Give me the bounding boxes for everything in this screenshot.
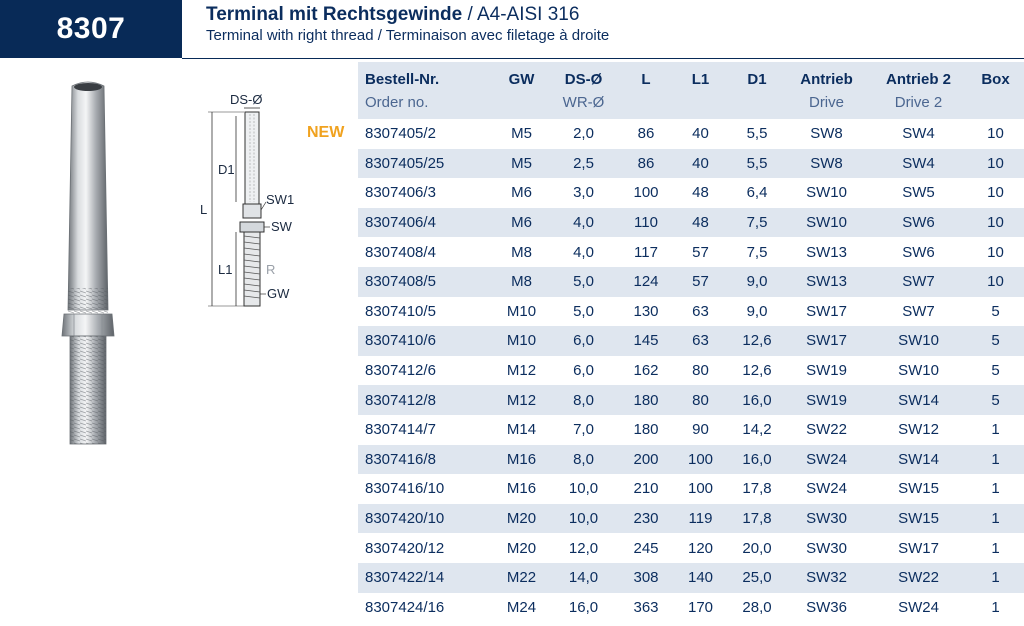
table-cell: M5 bbox=[511, 125, 532, 143]
table-cell: M12 bbox=[506, 391, 537, 409]
column-header-label: Box bbox=[981, 71, 1010, 88]
table-cell: SW14 bbox=[898, 450, 939, 468]
order-number-cell: 8307416/8 bbox=[365, 450, 436, 468]
table-cell: SW8 bbox=[810, 154, 843, 172]
table-cell: 140 bbox=[687, 569, 714, 587]
table-cell: 117 bbox=[634, 243, 658, 261]
label-l: L bbox=[200, 202, 208, 217]
table-row bbox=[358, 178, 1024, 208]
table-cell: SW5 bbox=[902, 184, 935, 202]
table-cell: SW13 bbox=[806, 243, 847, 261]
column-header bbox=[731, 62, 783, 119]
column-header bbox=[498, 62, 545, 119]
title-fr: / Terminaison avec filetage à droite bbox=[373, 27, 610, 44]
table-cell: 6,0 bbox=[573, 332, 594, 350]
table-cell: 5,0 bbox=[573, 302, 594, 320]
column-header-label: Bestell-Nr. bbox=[365, 71, 440, 88]
table-cell: SW4 bbox=[902, 154, 935, 172]
column-header-sublabel: Order no. bbox=[365, 94, 429, 111]
order-number-cell: 8307408/4 bbox=[365, 243, 436, 261]
table-cell: SW8 bbox=[810, 125, 843, 143]
table-row bbox=[358, 563, 1024, 593]
order-number-cell: 8307405/25 bbox=[365, 154, 445, 172]
order-number-cell: 8307408/5 bbox=[365, 273, 436, 291]
table-header bbox=[358, 62, 1024, 119]
order-number-cell: 8307405/2 bbox=[365, 125, 436, 143]
table-cell: 6,0 bbox=[573, 362, 594, 380]
table-cell: 5 bbox=[991, 391, 1000, 409]
order-number-cell: 8307414/7 bbox=[365, 421, 436, 439]
table-cell: M12 bbox=[506, 362, 537, 380]
table-cell: M24 bbox=[506, 598, 537, 616]
table-cell: 57 bbox=[692, 273, 709, 291]
table-cell: 9,0 bbox=[746, 302, 768, 320]
table-cell: SW10 bbox=[898, 362, 939, 380]
table-cell: 5,0 bbox=[573, 273, 594, 291]
order-number-cell: 8307424/16 bbox=[365, 598, 445, 616]
column-header-label: D1 bbox=[747, 71, 767, 88]
order-number-cell: 8307406/4 bbox=[365, 214, 436, 232]
order-number-cell: 8307412/6 bbox=[365, 362, 436, 380]
table-cell: 6,4 bbox=[746, 184, 768, 202]
product-code-badge: 8307 bbox=[0, 0, 182, 58]
order-number-cell: 8307406/3 bbox=[365, 184, 436, 202]
table-cell: M22 bbox=[506, 569, 537, 587]
table-cell: 100 bbox=[633, 184, 659, 202]
table-cell: 1 bbox=[991, 539, 1000, 557]
column-header bbox=[870, 62, 967, 119]
table-cell: M14 bbox=[506, 421, 537, 439]
table-cell: 100 bbox=[687, 480, 714, 498]
table-cell: SW10 bbox=[806, 214, 847, 232]
table-cell: SW22 bbox=[806, 421, 847, 439]
table-cell: 1 bbox=[991, 421, 1000, 439]
table-cell: 1 bbox=[991, 510, 1000, 528]
table-cell: M20 bbox=[506, 539, 537, 557]
table-cell: SW17 bbox=[806, 302, 847, 320]
table-row bbox=[358, 149, 1024, 179]
table-cell: 145 bbox=[633, 332, 659, 350]
table-cell: 170 bbox=[687, 598, 714, 616]
table-row bbox=[358, 504, 1024, 534]
table-cell: 230 bbox=[633, 510, 659, 528]
table-cell: 80 bbox=[692, 362, 709, 380]
order-number-cell: 8307410/6 bbox=[365, 332, 436, 350]
table-cell: 80 bbox=[692, 391, 709, 409]
table-cell: 8,0 bbox=[573, 450, 594, 468]
table-cell: 5 bbox=[991, 302, 1000, 320]
order-number-cell: 8307416/10 bbox=[365, 480, 445, 498]
table-cell: 162 bbox=[633, 362, 659, 380]
table-cell: 10 bbox=[987, 184, 1004, 202]
table-cell: 8,0 bbox=[573, 391, 594, 409]
column-header-label: GW bbox=[508, 71, 535, 88]
table-row bbox=[358, 415, 1024, 445]
column-header bbox=[783, 62, 870, 119]
column-header bbox=[545, 62, 622, 119]
label-r: R bbox=[266, 262, 276, 277]
table-row bbox=[358, 267, 1024, 297]
table-cell: 57 bbox=[692, 243, 709, 261]
table-cell: M20 bbox=[506, 510, 537, 528]
header-divider bbox=[182, 58, 1024, 59]
table-cell: 16,0 bbox=[742, 450, 772, 468]
table-cell: 1 bbox=[991, 569, 1000, 587]
label-gw: GW bbox=[267, 286, 290, 301]
table-cell: M8 bbox=[511, 273, 532, 291]
title-material: / A4-AISI 316 bbox=[462, 4, 580, 25]
table-row bbox=[358, 237, 1024, 267]
table-row bbox=[358, 297, 1024, 327]
table-cell: 14,2 bbox=[742, 421, 772, 439]
table-cell: 10 bbox=[987, 125, 1004, 143]
table-cell: 2,0 bbox=[573, 125, 594, 143]
table-cell: 10,0 bbox=[568, 480, 599, 498]
table-cell: SW7 bbox=[902, 302, 935, 320]
table-cell: 7,5 bbox=[746, 243, 768, 261]
table-cell: M16 bbox=[506, 450, 537, 468]
table-cell: 14,0 bbox=[568, 569, 599, 587]
table-cell: SW17 bbox=[898, 539, 939, 557]
table-cell: 210 bbox=[633, 480, 659, 498]
page-title bbox=[206, 4, 609, 44]
title-en: Terminal with right thread bbox=[206, 27, 374, 44]
table-cell: 12,6 bbox=[742, 332, 772, 350]
table-cell: 17,8 bbox=[742, 510, 772, 528]
table-cell: 7,5 bbox=[746, 214, 768, 232]
table-cell: 100 bbox=[687, 450, 714, 468]
table-cell: M16 bbox=[506, 480, 537, 498]
table-cell: 7,0 bbox=[573, 421, 594, 439]
title-de: Terminal mit Rechtsgewinde bbox=[206, 4, 463, 25]
table-cell: SW36 bbox=[806, 598, 847, 616]
table-cell: 3,0 bbox=[573, 184, 594, 202]
table-cell: 4,0 bbox=[573, 243, 594, 261]
table-cell: 180 bbox=[633, 391, 659, 409]
table-cell: 1 bbox=[991, 480, 1000, 498]
table-cell: 28,0 bbox=[742, 598, 772, 616]
table-cell: 86 bbox=[637, 125, 655, 143]
table-cell: SW14 bbox=[898, 391, 939, 409]
table-cell: SW15 bbox=[898, 510, 939, 528]
table-cell: 63 bbox=[692, 332, 709, 350]
table-cell: 48 bbox=[692, 184, 709, 202]
table-cell: SW6 bbox=[902, 214, 935, 232]
table-cell: 10,0 bbox=[568, 510, 599, 528]
table-cell: 130 bbox=[633, 302, 659, 320]
table-cell: 124 bbox=[633, 273, 659, 291]
table-row bbox=[358, 326, 1024, 356]
table-cell: M6 bbox=[511, 184, 532, 202]
table-cell: 90 bbox=[692, 421, 709, 439]
table-cell: M10 bbox=[506, 332, 537, 350]
table-cell: 5 bbox=[991, 362, 1000, 380]
label-l1: L1 bbox=[218, 262, 233, 277]
order-number-cell: 8307420/10 bbox=[365, 510, 445, 528]
table-cell: SW32 bbox=[806, 569, 847, 587]
table-cell: 9,0 bbox=[746, 273, 768, 291]
table-cell: 16,0 bbox=[742, 391, 772, 409]
table-row bbox=[358, 593, 1024, 623]
table-cell: 10 bbox=[987, 273, 1004, 291]
table-cell: M6 bbox=[511, 214, 532, 232]
table-row bbox=[358, 385, 1024, 415]
table-cell: 5 bbox=[991, 332, 1000, 350]
table-cell: 4,0 bbox=[573, 214, 594, 232]
table-cell: 5,5 bbox=[746, 154, 768, 172]
table-cell: SW24 bbox=[806, 450, 847, 468]
column-header-sublabel: Drive 2 bbox=[894, 94, 943, 111]
table-cell: 20,0 bbox=[742, 539, 772, 557]
table-cell: 10 bbox=[987, 154, 1004, 172]
column-header bbox=[622, 62, 670, 119]
column-header bbox=[967, 62, 1024, 119]
table-cell: 245 bbox=[633, 539, 659, 557]
table-cell: SW24 bbox=[806, 480, 847, 498]
table-cell: SW10 bbox=[898, 332, 939, 350]
product-photo bbox=[50, 78, 126, 446]
technical-drawing bbox=[196, 86, 308, 312]
table-cell: M10 bbox=[506, 302, 537, 320]
column-header bbox=[358, 62, 498, 119]
table-row bbox=[358, 208, 1024, 238]
table-cell: 180 bbox=[633, 421, 659, 439]
column-header-label: Antrieb 2 bbox=[885, 71, 951, 88]
table-row bbox=[358, 356, 1024, 386]
table-cell: 17,8 bbox=[742, 480, 772, 498]
table-cell: 48 bbox=[692, 214, 709, 232]
label-ds: DS-Ø bbox=[230, 92, 263, 107]
table-cell: 5,5 bbox=[746, 125, 768, 143]
table-cell: 10 bbox=[987, 243, 1004, 261]
table-cell: 25,0 bbox=[742, 569, 772, 587]
table-cell: SW12 bbox=[898, 421, 939, 439]
label-d1: D1 bbox=[218, 162, 235, 177]
label-sw: SW bbox=[271, 219, 292, 234]
table-body bbox=[358, 119, 1024, 622]
table-cell: 363 bbox=[633, 598, 659, 616]
table-cell: 1 bbox=[991, 598, 1000, 616]
table-row bbox=[358, 119, 1024, 149]
table-cell: 12,0 bbox=[568, 539, 599, 557]
order-number-cell: 8307420/12 bbox=[365, 539, 445, 557]
table-cell: SW13 bbox=[806, 273, 847, 291]
table-cell: SW4 bbox=[902, 125, 935, 143]
column-header-label: L bbox=[641, 71, 651, 88]
order-number-cell: 8307422/14 bbox=[365, 569, 445, 587]
table-cell: SW7 bbox=[902, 273, 935, 291]
table-cell: 308 bbox=[633, 569, 659, 587]
table-cell: M5 bbox=[511, 154, 532, 172]
column-header-label: DS-Ø bbox=[564, 71, 603, 88]
table-cell: SW6 bbox=[902, 243, 935, 261]
order-number-cell: 8307412/8 bbox=[365, 391, 436, 409]
table-cell: 63 bbox=[692, 302, 709, 320]
table-cell: 110 bbox=[634, 214, 658, 232]
table-cell: SW22 bbox=[898, 569, 939, 587]
table-cell: 119 bbox=[688, 510, 713, 528]
table-cell: 86 bbox=[637, 154, 655, 172]
new-label: NEW bbox=[307, 124, 345, 141]
label-sw1: SW1 bbox=[266, 192, 295, 207]
product-table bbox=[358, 62, 1024, 622]
order-number-cell: 8307410/5 bbox=[365, 302, 436, 320]
column-header-label: L1 bbox=[691, 71, 710, 88]
column-header-label: Antrieb bbox=[800, 71, 853, 88]
table-cell: 200 bbox=[633, 450, 659, 468]
table-cell: 40 bbox=[692, 154, 709, 172]
table-cell: SW30 bbox=[806, 539, 847, 557]
table-cell: 12,6 bbox=[742, 362, 772, 380]
table-cell: 40 bbox=[692, 125, 709, 143]
table-cell: SW15 bbox=[898, 480, 939, 498]
table-row bbox=[358, 445, 1024, 475]
column-header bbox=[670, 62, 731, 119]
table-cell: SW10 bbox=[806, 184, 847, 202]
column-header-sublabel: WR-Ø bbox=[562, 94, 605, 111]
table-cell: SW30 bbox=[806, 510, 847, 528]
table-cell: 16,0 bbox=[568, 598, 599, 616]
table-cell: M8 bbox=[511, 243, 532, 261]
table-cell: 120 bbox=[687, 539, 714, 557]
table-cell: SW19 bbox=[806, 391, 847, 409]
table-cell: 1 bbox=[991, 450, 1000, 468]
table-row bbox=[358, 533, 1024, 563]
table-cell: SW19 bbox=[806, 362, 847, 380]
table-cell: 2,5 bbox=[573, 154, 594, 172]
table-cell: SW17 bbox=[806, 332, 847, 350]
table-row bbox=[358, 474, 1024, 504]
table-cell: SW24 bbox=[898, 598, 939, 616]
table-cell: 10 bbox=[987, 214, 1004, 232]
column-header-sublabel: Drive bbox=[808, 94, 844, 111]
